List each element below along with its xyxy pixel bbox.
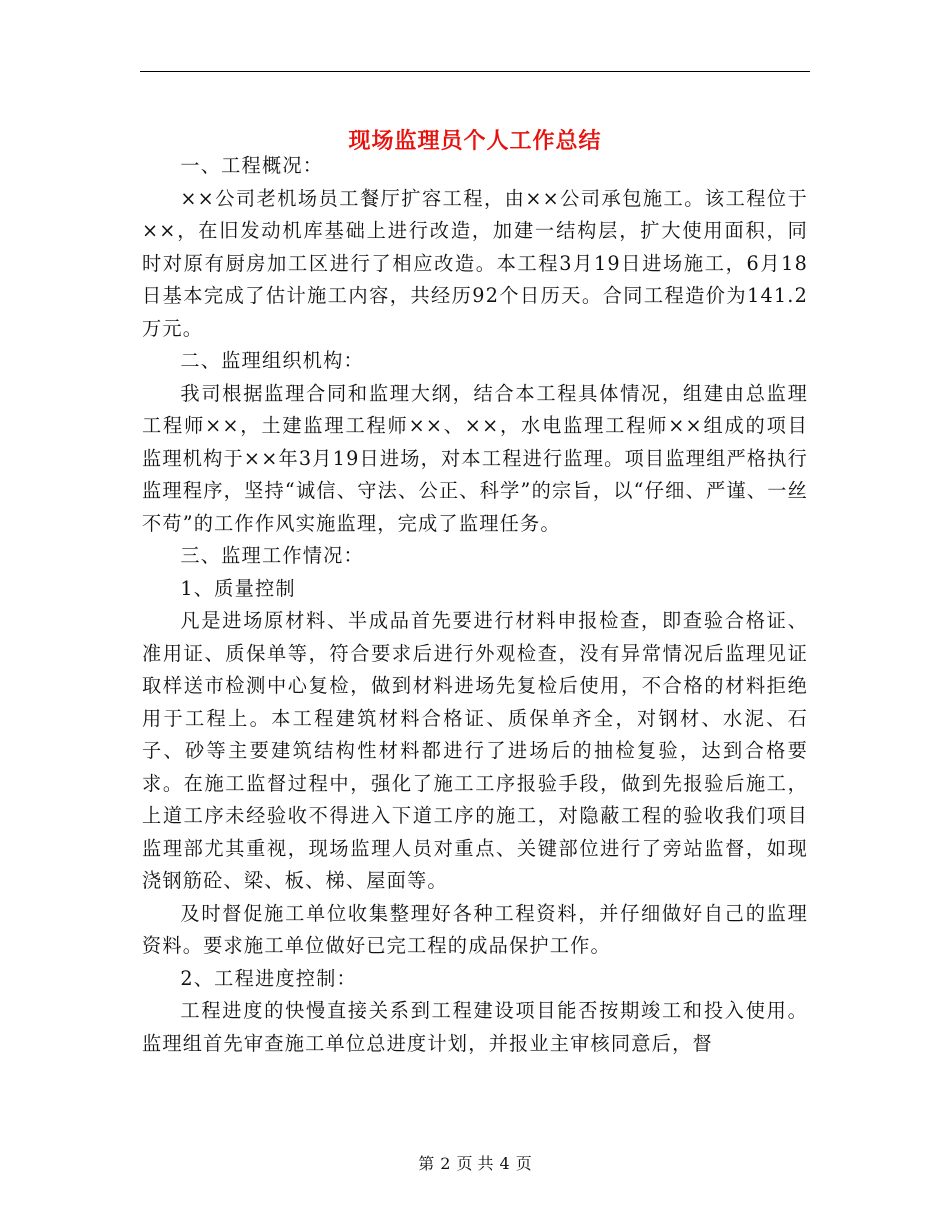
- document-title: 现场监理员个人工作总结: [348, 127, 602, 154]
- section-heading-organization: 二、监理组织机构：: [180, 349, 364, 372]
- subheading-quality-control: 1、质量控制: [180, 576, 296, 600]
- paragraph-schedule-control: 工程进度的快慢直接关系到工程建设项目能否按期竣工和投入使用。监理组首先审查施工单位总进度计划，并报业主审核同意后，督: [142, 999, 808, 1055]
- page-footer: [0, 1152, 950, 1176]
- paragraph-overview: ××公司老机场员工餐厅扩容工程，由××公司承包施工。该工程位于××，在旧发动机库基础上进行改造，加建一结构层，扩大使用面积，同时对原有厨房加工区进行了相应改造。本工程3月19日进场施工，6月18日基本完成了估计施工内容，共经历92个日历天。合同工程造价为141.2万元。: [142, 186, 808, 340]
- document-body: [142, 150, 808, 1060]
- footer-page-number: 2: [440, 1154, 451, 1173]
- section-heading-overview: 一、工程概况：: [180, 154, 324, 177]
- subheading-schedule-control: 2、工程进度控制：: [180, 966, 357, 990]
- footer-mid: 页 共: [456, 1154, 494, 1173]
- paragraph-quality-control: 凡是进场原材料、半成品首先要进行材料申报检查，即查验合格证、准用证、质保单等，符合要求后进行外观检查，没有异常情况后监理见证取样送市检测中心复检，做到材料进场先复检后使用，不合格的材料拒绝用于工程上。本工程建筑材料合格证、质保单齐全，对钢材、水泥、石子、砂等主要建筑结构性材料都进行了进场后的抽检复验，达到合格要求。在施工监督过程中，强化了施工工序报验手段，做到先报验后施工，上道工序未经验收不得进入下道工序的施工，对隐蔽工程的验收我们项目监理部尤其重视，现场监理人员对重点、关键部位进行了旁站监督，如现浇钢筋砼、梁、板、梯、屋面等。: [142, 609, 808, 892]
- header-rule: [140, 71, 810, 72]
- paragraph-documentation: 及时督促施工单位收集整理好各种工程资料，并仔细做好自己的监理资料。要求施工单位做好已完工程的成品保护工作。: [142, 901, 808, 957]
- footer-prefix: 第: [418, 1154, 435, 1173]
- section-heading-work: 三、监理工作情况：: [180, 544, 364, 567]
- footer-total-pages: 4: [499, 1154, 510, 1173]
- footer-suffix: 页: [515, 1154, 532, 1173]
- paragraph-organization: 我司根据监理合同和监理大纲，结合本工程具体情况，组建由总监理工程师××，土建监理工程师××、××，水电监理工程师××组成的项目监理机构于××年3月19日进场，对本工程进行监理。项目监理组严格执行监理程序，坚持“诚信、守法、公正、科学”的宗旨，以“仔细、严谨、一丝不苟”的工作作风实施监理，完成了监理任务。: [142, 381, 809, 535]
